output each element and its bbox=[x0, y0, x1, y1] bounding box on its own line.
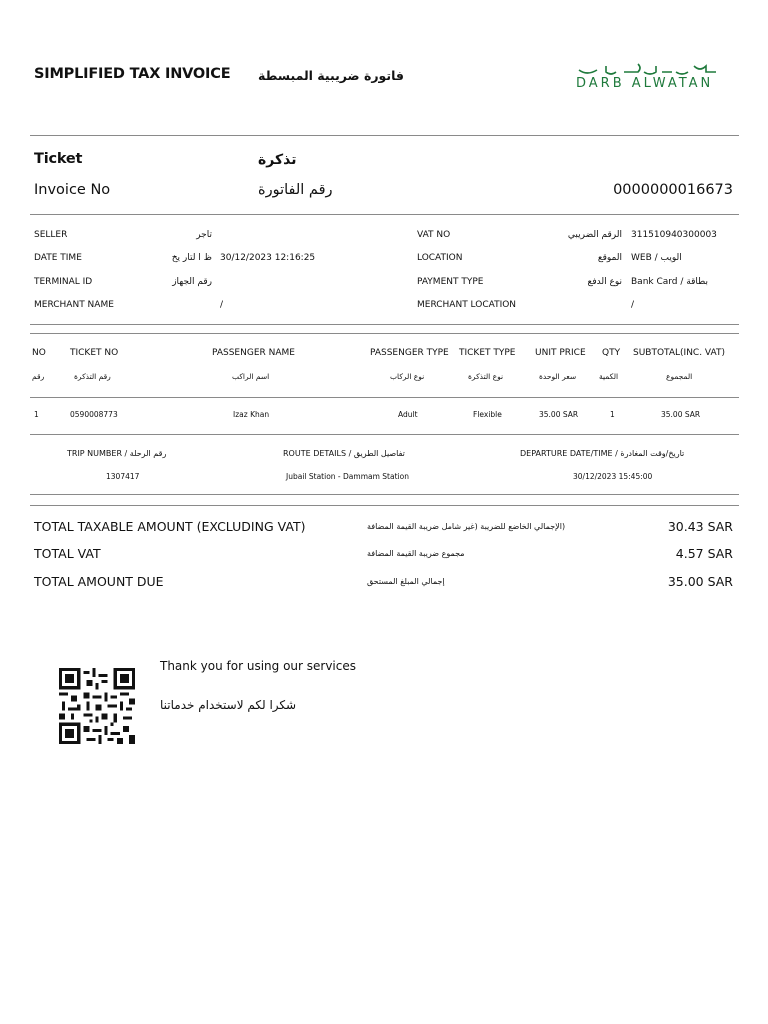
row-ticket-type: Flexible bbox=[473, 410, 502, 419]
col-header-unit-price: UNIT PRICE bbox=[535, 348, 586, 358]
col-header-subtotal: SUBTOTAL(INC. VAT) bbox=[633, 348, 725, 358]
total-due-label: TOTAL AMOUNT DUE bbox=[34, 574, 164, 589]
vat-no-value: 311510940300003 bbox=[631, 230, 717, 240]
total-vat-label: TOTAL VAT bbox=[34, 546, 101, 561]
route-details-label: ROUTE DETAILS / تفاصيل الطريق bbox=[283, 449, 405, 458]
terminal-id-label: TERMINAL ID bbox=[34, 277, 93, 287]
col-header-ticket-type: TICKET TYPE bbox=[459, 348, 516, 358]
col-header-passenger-name-arabic: اسم الراكب bbox=[232, 372, 270, 381]
date-time-label-arabic: ﻅ ا لتار يخ bbox=[171, 253, 212, 263]
total-vat-value: 4.57 SAR bbox=[675, 546, 733, 561]
row-no: 1 bbox=[34, 410, 39, 419]
logo-text: DARB ALWATAN bbox=[576, 76, 714, 91]
payment-type-label-arabic: نوع الدفع bbox=[587, 277, 622, 287]
payment-type-value: Bank Card / بطاقة bbox=[631, 277, 709, 287]
col-header-unit-price-arabic: سعر الوحدة bbox=[539, 372, 577, 381]
merchant-name-label: MERCHANT NAME bbox=[34, 300, 114, 310]
divider bbox=[30, 324, 739, 325]
departure-value: 30/12/2023 15:45:00 bbox=[573, 472, 653, 481]
date-time-label: DATE TIME bbox=[34, 253, 82, 263]
invoice-no-label: Invoice No bbox=[34, 182, 111, 198]
row-unit-price: 35.00 SAR bbox=[539, 410, 579, 419]
departure-label: DEPARTURE DATE/TIME / تاريخ/وقت المغادرة bbox=[520, 449, 685, 458]
ticket-label: Ticket bbox=[34, 151, 83, 167]
location-label: LOCATION bbox=[417, 253, 463, 263]
thank-you-text: Thank you for using our services bbox=[160, 659, 356, 673]
col-header-ticket-type-arabic: نوع التذكرة bbox=[468, 372, 504, 381]
invoice-no-value: 0000000016673 bbox=[613, 182, 733, 198]
seller-label-arabic: تاجر bbox=[196, 230, 212, 240]
total-taxable-label: TOTAL TAXABLE AMOUNT (EXCLUDING VAT) bbox=[34, 519, 306, 534]
divider bbox=[30, 135, 739, 136]
col-header-qty: QTY bbox=[602, 348, 621, 358]
col-header-qty-arabic: الكمية bbox=[599, 372, 619, 381]
merchant-name-value: / bbox=[220, 300, 224, 310]
vat-no-label: VAT NO bbox=[417, 230, 451, 240]
total-taxable-value: 30.43 SAR bbox=[667, 519, 733, 534]
total-due-value: 35.00 SAR bbox=[667, 574, 733, 589]
ticket-label-arabic: تذكرة bbox=[258, 152, 297, 168]
location-value: WEB / الويب bbox=[631, 253, 682, 263]
divider bbox=[30, 214, 739, 215]
divider bbox=[30, 333, 739, 334]
trip-number-label: TRIP NUMBER / رقم الرحلة bbox=[67, 449, 167, 458]
divider bbox=[30, 505, 739, 506]
merchant-location-value: / bbox=[631, 300, 635, 310]
date-time-value: 30/12/2023 12:16:25 bbox=[220, 253, 316, 263]
total-due-label-arabic: إجمالي المبلغ المستحق bbox=[367, 577, 445, 586]
thank-you-text-arabic: شكرا لكم لاستخدام خدماتنا bbox=[160, 698, 297, 712]
total-taxable-label-arabic: (الإجمالي الخاضع للضريبة (غير شامل ضريبة القيمة المضافة bbox=[367, 522, 566, 531]
invoice-no-label-arabic: رقم الفاتورة bbox=[258, 182, 333, 198]
trip-number-value: 1307417 bbox=[106, 472, 140, 481]
invoice-title: SIMPLIFIED TAX INVOICE bbox=[34, 66, 231, 82]
seller-label: SELLER bbox=[34, 230, 68, 240]
col-header-passenger-type: PASSENGER TYPE bbox=[370, 348, 449, 358]
route-details-value: Jubail Station - Dammam Station bbox=[286, 472, 409, 481]
divider bbox=[30, 397, 739, 398]
col-header-no: NO bbox=[32, 348, 46, 358]
col-header-passenger-type-arabic: نوع الركاب bbox=[390, 372, 425, 381]
row-qty: 1 bbox=[610, 410, 615, 419]
payment-type-label: PAYMENT TYPE bbox=[417, 277, 484, 287]
qr-code bbox=[57, 668, 137, 744]
terminal-id-label-arabic: رقم الجهاز bbox=[172, 277, 212, 287]
darb-alwatan-logo bbox=[576, 56, 722, 96]
col-header-no-arabic: رقم bbox=[32, 372, 45, 381]
total-vat-label-arabic: مجموع ضريبة القيمة المضافة bbox=[367, 549, 465, 558]
row-passenger-name: Izaz Khan bbox=[233, 410, 270, 419]
divider bbox=[30, 434, 739, 435]
row-subtotal: 35.00 SAR bbox=[661, 410, 701, 419]
col-header-ticket-no: TICKET NO bbox=[70, 348, 119, 358]
row-ticket-no: 0590008773 bbox=[70, 410, 118, 419]
col-header-ticket-no-arabic: رقم التذكرة bbox=[74, 372, 111, 381]
col-header-subtotal-arabic: المجموع bbox=[666, 372, 693, 381]
invoice-title-arabic: فاتورة ضريبية المبسطة bbox=[258, 68, 404, 83]
location-label-arabic: الموقع bbox=[597, 253, 622, 263]
divider bbox=[30, 494, 739, 495]
vat-no-label-arabic: الرقم الضريبي bbox=[567, 230, 622, 240]
col-header-passenger-name: PASSENGER NAME bbox=[212, 348, 295, 358]
row-passenger-type: Adult bbox=[398, 410, 418, 419]
merchant-location-label: MERCHANT LOCATION bbox=[417, 300, 517, 310]
